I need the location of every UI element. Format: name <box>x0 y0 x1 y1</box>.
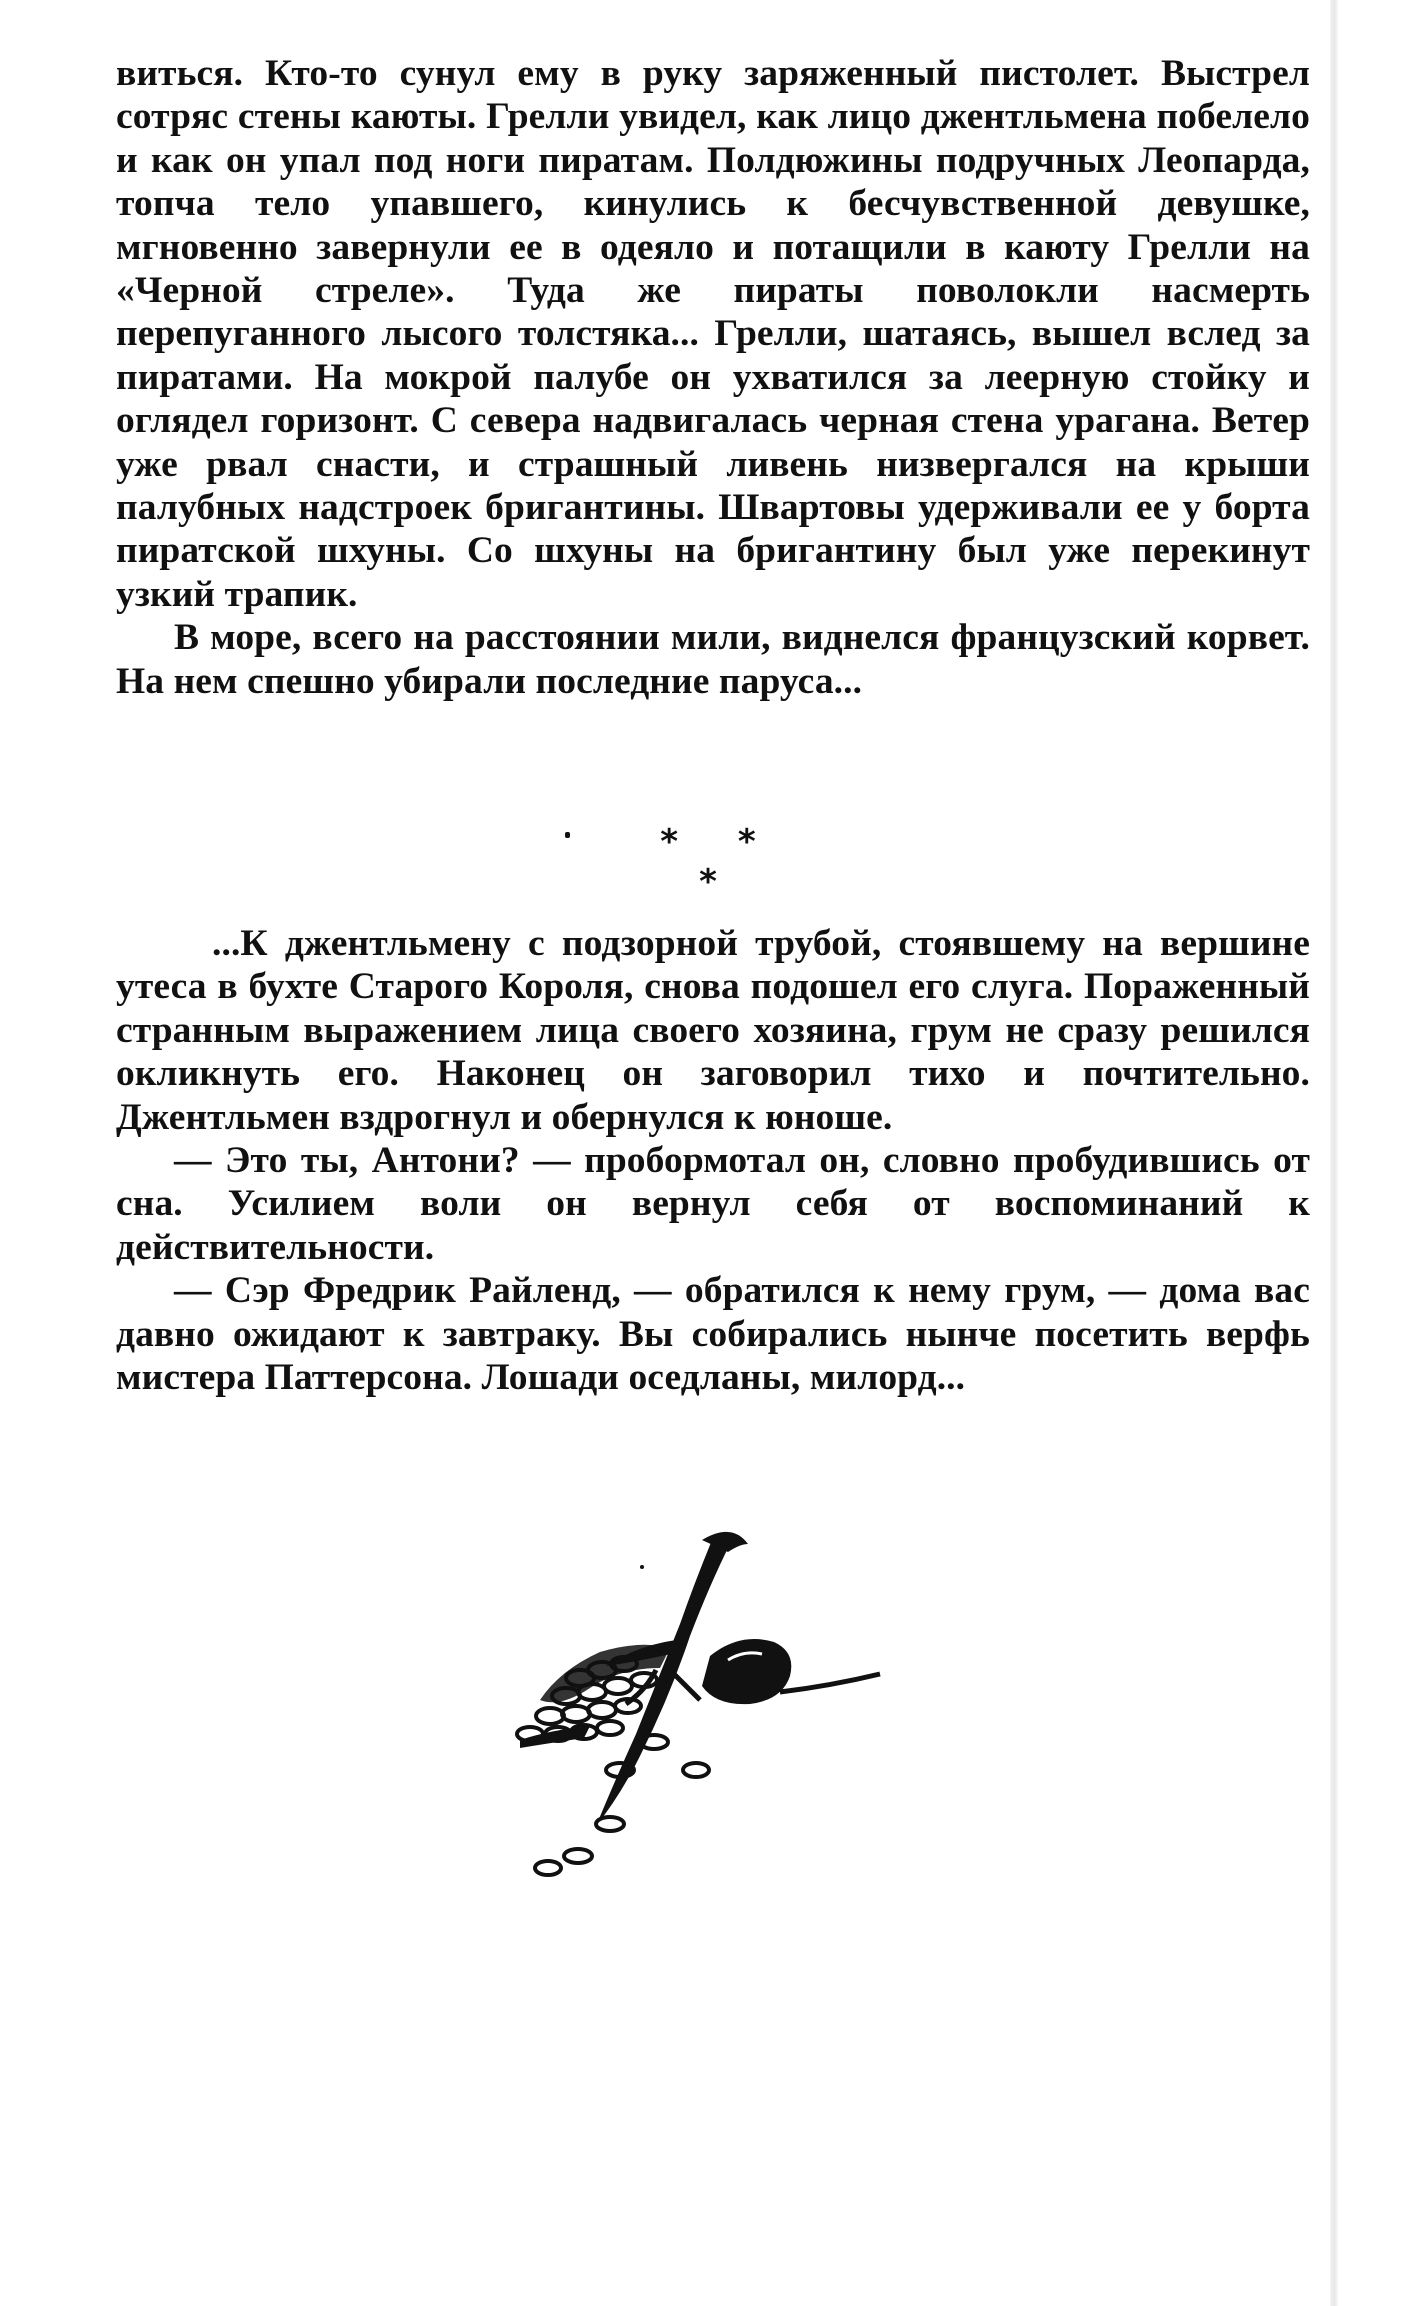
paragraph-antony: — Это ты, Антони? — пробормотал он, словно пробудившись от сна. Усилием воли он вернул себя от воспоминаний к действительности. <box>116 1140 1310 1268</box>
paragraph-sir-fredrik: — Сэр Фредрик Райленд, — обратился к нему грум, — дома вас давно ожидают к завтраку. Вы собирались нынче посетить верфь мистера Паттерсона. Лошади оседланы, милорд... <box>116 1270 1310 1399</box>
print-speck <box>565 832 570 838</box>
chest-icon <box>702 1639 880 1704</box>
paragraph-corvette: В море, всего на расстоянии мили, виднелся французский корвет. На нем спешно убирали последние паруса... <box>116 617 1310 702</box>
cutlass-and-treasure-icon <box>480 1520 920 1900</box>
section-separator: * * * <box>660 822 780 902</box>
page-edge-shadow <box>1330 0 1338 2306</box>
paragraph-gentleman: ...К джентльмену с подзорной трубой, стоявшему на вершине утеса в бухте Старого Короля, снова подошел его слуга. Пораженный странным выражением лица своего хозяина, грум не сразу решился окликнуть его. Наконец он заговорил тихо и почтительно. Джентльмен вздрогнул и обернулся к юноше. <box>116 923 1310 1138</box>
paragraph-continuation: виться. Кто-то сунул ему в руку заряженный пистолет. Выстрел сотряс стены каюты. Грелли увидел, как лицо джентльмена побелело и как он упал под ноги пиратам. Полдюжины подручных Леопарда, топча тело упавшего, кинулись к бесчувственной девушке, мгновенно завернули ее в одеяло и потащили в каюту Грелли на «Черной стреле». Туда же пираты поволокли насмерть перепуганного лысого толстяка... Грелли, шатаясь, вышел вслед за пиратами. На мокрой палубе он ухватился за леерную стойку и оглядел горизонт. С севера надвигалась черная стена урагана. Ветер уже рвал снасти, и страшный ливень низвергался на крыши палубных надстроек бригантины. Швартовы удерживали ее у борта пиратской шхуны. Со шхуны на бригантину был уже перекинут узкий трапик. <box>116 53 1310 615</box>
top-text-block <box>116 52 1310 703</box>
bottom-text-block <box>116 922 1310 1399</box>
